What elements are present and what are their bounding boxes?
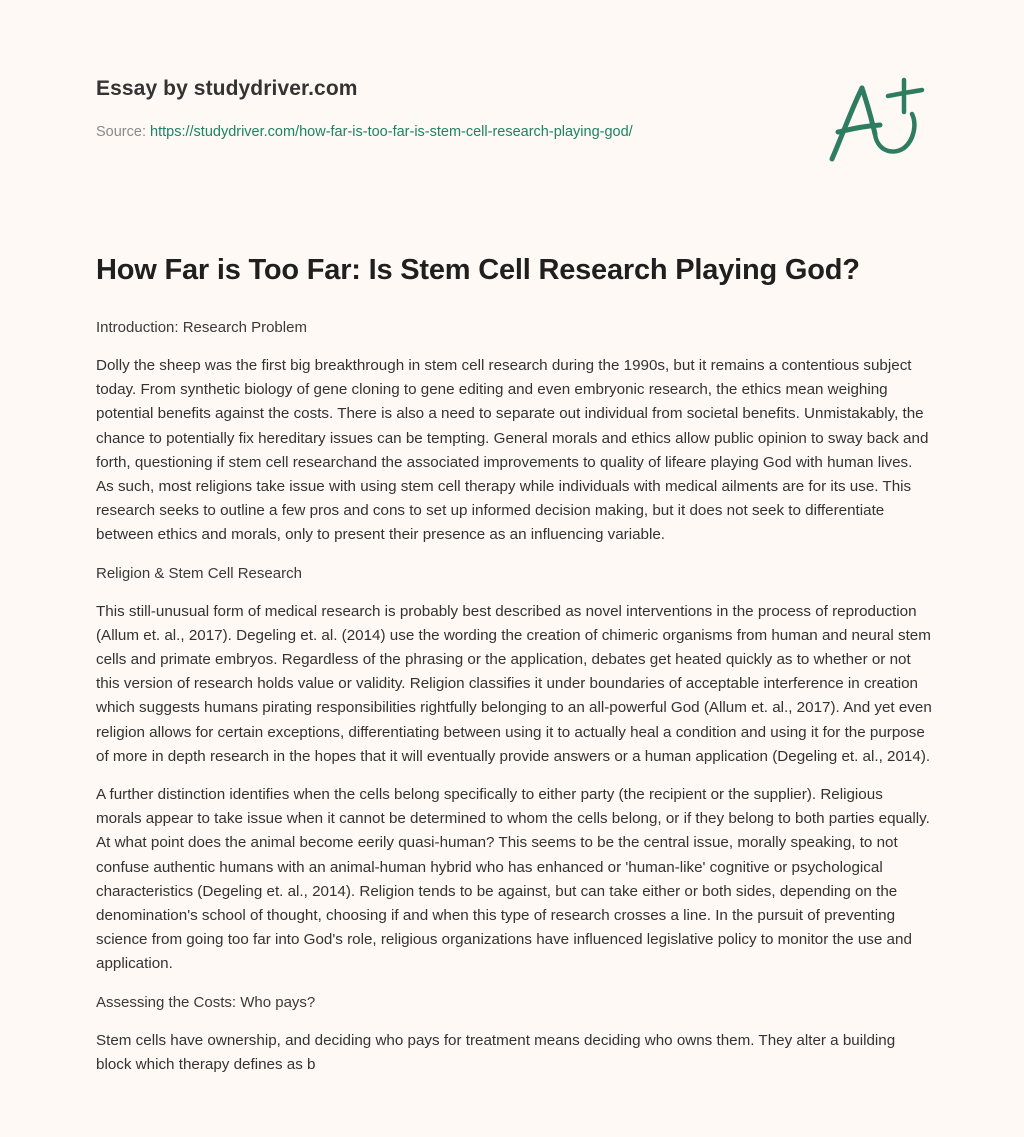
section-heading-costs: Assessing the Costs: Who pays?	[96, 993, 316, 1011]
section-heading-religion: Religion & Stem Cell Research	[96, 564, 302, 582]
essay-title: How Far is Too Far: Is Stem Cell Research Playing God?	[96, 254, 860, 286]
brand-title: Essay by studydriver.com	[96, 77, 358, 100]
paragraph: This still-unusual form of medical research is probably best described as novel interventions in the process of reproduction (Allum et. al., 2017). Degeling et. al. (2014) use the wording the creation of chimeric organisms from human and neural stem cells and primate embryos. Regardless of the phrasing or the application, debates get heated quickly as to whether or not this version of research holds value or validity. Religion classifies it under boundaries of acceptable interference in creation which suggests humans pirating responsibilities rightfully belonging to an all-powerful God (Allum et. al., 2017). And yet even religion allows for certain exceptions, differentiating between using it to actually heal a condition and using it for the purpose of more in depth research in the hopes that it will eventually provide answers or a human application (Degeling et. al., 2014).	[96, 602, 932, 765]
essay-page	[96, 0, 936, 1073]
a-plus-grade-icon	[822, 66, 932, 166]
paragraph: A further distinction identifies when the cells belong specifically to either party (the recipient or the supplier). Religious morals appear to take issue when it cannot be determined to whom the cells belong, or if they belong to both parties equally. At what point does the animal become eerily quasi-human? This seems to be the central issue, morally speaking, to not confuse authentic humans with an animal-human hybrid who has enhanced or 'human-like' cognitive or psychological characteristics (Degeling et. al., 2014). Religion tends to be against, but can take either or both sides, depending on the denomination's school of thought, choosing if and when this type of research crosses a line. In the pursuit of preventing science from going too far into God's role, religious organizations have influenced legislative policy to monitor the use and application.	[96, 786, 930, 973]
section-heading-introduction: Introduction: Research Problem	[96, 319, 307, 336]
essay-body	[96, 316, 932, 1091]
paragraph: Dolly the sheep was the first big breakthrough in stem cell research during the 1990s, but it remains a contentious subject today. From synthetic biology of gene cloning to gene editing and even embryonic research, the ethics mean weighing potential benefits against the costs. There is also a need to separate out individual from societal benefits. Unmistakably, the chance to potentially fix hereditary issues can be tempting. General morals and ethics allow public opinion to sway back and forth, questioning if stem cell researchand the associated improvements to quality of lifeare playing God with human lives. As such, most religions take issue with using stem cell therapy while individuals with medical ailments are for its use. This research seeks to outline a few pros and cons to set up informed decision making, but it does not seek to differentiate between ethics and morals, only to present their presence as an influencing variable.	[96, 357, 929, 544]
page-header	[96, 0, 936, 200]
paragraph: Stem cells have ownership, and deciding who pays for treatment means deciding who owns them. They alter a building block which therapy defines as b	[96, 1031, 896, 1073]
source-line	[96, 124, 633, 140]
source-label: Source:	[96, 124, 146, 140]
source-link[interactable]: https://studydriver.com/how-far-is-too-far-is-stem-cell-research-playing-god/	[150, 124, 633, 140]
